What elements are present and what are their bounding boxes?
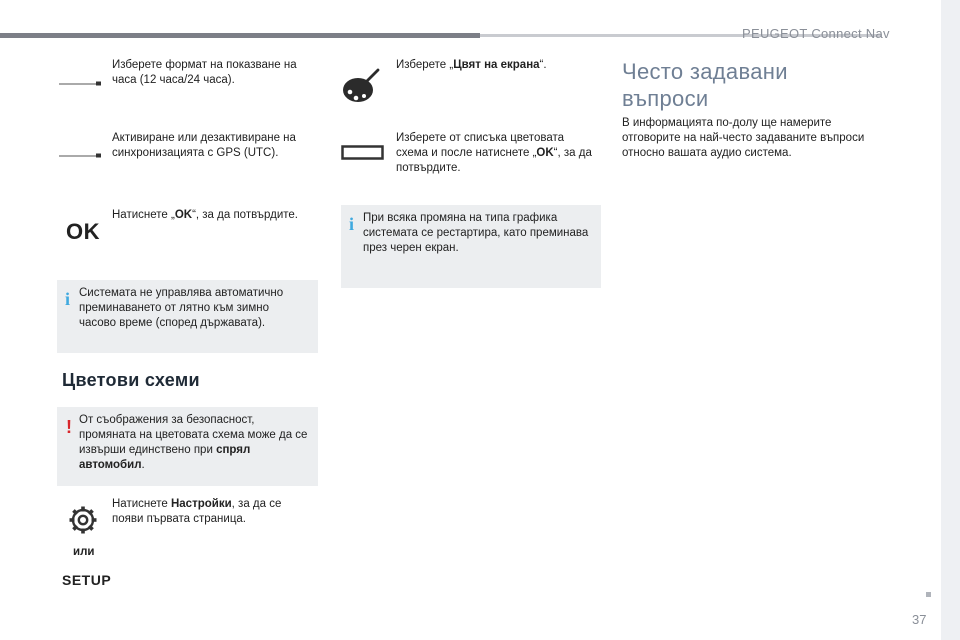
setup-button-label: SETUP	[62, 572, 112, 588]
header-title: PEUGEOT Connect Nav	[742, 26, 890, 41]
step-time-format-text: Изберете формат на показване на часа (12 часа/24 часа).	[112, 59, 297, 86]
step-ok-text: Натиснете „OK“, за да потвърдите.	[112, 209, 298, 221]
warning-box-text: От съображения за безопасност, промяната на цветовата схема може да се извърши единствено при спрял автомобил.	[79, 414, 308, 471]
info-box-text: При всяка промяна на типа графика системата се рестартира, като преминава през черен екран.	[363, 212, 589, 254]
page-marker	[926, 592, 931, 597]
slider-line-icon	[58, 78, 102, 88]
info-icon: i	[349, 214, 355, 234]
step-gps-sync-text: Активиране или дезактивиране на синхронизацията с GPS (UTC).	[112, 132, 296, 159]
ok-button-label: OK	[66, 219, 100, 244]
header-bar-dark	[0, 33, 480, 38]
warning-box-safety	[57, 407, 318, 486]
page-number: 37	[912, 612, 927, 627]
step-screen-colour-text: Изберете „Цвят на екрана“.	[396, 59, 547, 71]
list-box-icon	[341, 145, 385, 161]
info-box-summer-time	[57, 280, 318, 353]
or-label: или	[73, 546, 95, 558]
settings-gear-icon	[68, 505, 98, 535]
palette-icon	[342, 68, 382, 104]
info-box-text: Системата не управлява автоматично преминаването от лятно към зимно часово време (според държавата).	[79, 287, 284, 329]
section-title-colour-schemes: Цветови схеми	[62, 370, 200, 390]
warning-icon: !	[66, 417, 72, 437]
info-icon: i	[65, 289, 71, 309]
faq-title: Често задавани въпроси	[622, 59, 788, 111]
slider-line-icon	[58, 150, 102, 160]
info-box-restart	[341, 205, 601, 288]
step-colour-list-text: Изберете от списъка цветовата схема и после натиснете „OK“, за да потвърдите.	[396, 132, 592, 174]
step-settings-text: Натиснете Настройки, за да се появи първата страница.	[112, 498, 282, 525]
faq-intro-text: В информацията по-долу ще намерите отговорите на най-често задаваните въпроси относно вашата аудио система.	[622, 117, 865, 159]
page-side-strip	[941, 0, 960, 640]
